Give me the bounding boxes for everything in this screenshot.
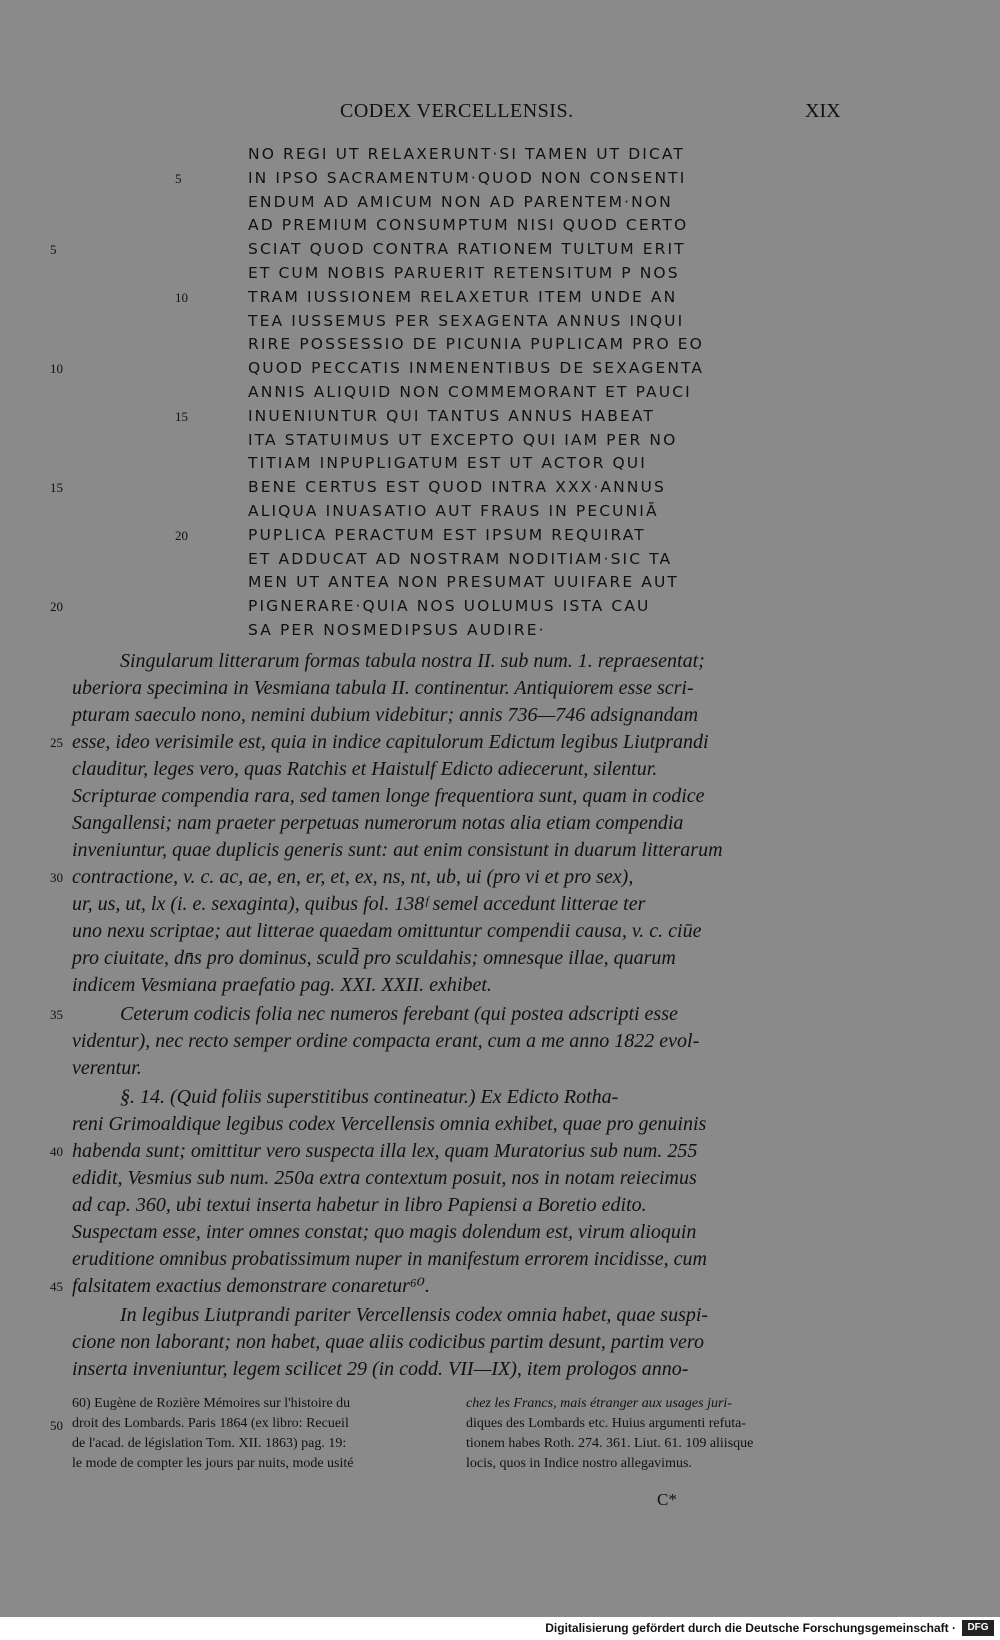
manuscript-line: BENE CERTUS EST QUOD INTRA XXX·ANNUS bbox=[248, 478, 666, 497]
manuscript-line: ALIQUA INUASATIO AUT FRAUS IN PECUNIĀ bbox=[248, 502, 659, 520]
footnote-line: droit des Lombards. Paris 1864 (ex libro: Recueil bbox=[72, 1416, 349, 1431]
line-number-inner: 20 bbox=[175, 527, 188, 543]
manuscript-line: ITA STATUIMUS UT EXCEPTO QUI IAM PER NO bbox=[248, 430, 678, 449]
footnote-line: chez les Francs, mais étranger aux usages juri- bbox=[466, 1396, 732, 1411]
text-line: clauditur, leges vero, quas Ratchis et Haistulf Edicto adiecerunt, silentur. bbox=[72, 758, 658, 780]
manuscript-line: TITIAM INPUPLIGATUM EST UT ACTOR QUI bbox=[248, 454, 647, 473]
line-number-outer: 25 bbox=[50, 735, 63, 750]
text-line: pturam saeculo nono, nemini dubium videbitur; annis 736—746 adsignandam bbox=[72, 704, 699, 726]
text-line: ur, us, ut, lx (i. e. sexaginta), quibus fol. 138ᶠ semel accedunt litterae ter bbox=[72, 893, 646, 915]
text-line: Sangallensi; nam praeter perpetuas numerorum notas alia etiam compendia bbox=[72, 812, 684, 834]
manuscript-line: ET CUM NOBIS PARUERIT RETENSITUM P NOS bbox=[248, 264, 680, 282]
manuscript-line: PIGNERARE·QUIA NOS UOLUMUS ISTA CAU bbox=[248, 597, 651, 616]
text-line: videntur), nec recto semper ordine compacta erant, cum a me anno 1822 evol- bbox=[72, 1030, 700, 1052]
manuscript-line: QUOD PECCATIS INMENENTIBUS DE SEXAGENTA bbox=[248, 359, 705, 378]
paragraph-para4 bbox=[72, 1302, 848, 1383]
manuscript-line: PUPLICA PERACTUM EST IPSUM REQUIRAT bbox=[248, 525, 646, 544]
manuscript-line: AD PREMIUM CONSUMPTUM NISI QUOD CERTO bbox=[248, 216, 689, 235]
page-header bbox=[0, 100, 1000, 130]
manuscript-line: TEA IUSSEMUS PER SEXAGENTA ANNUS INQUI bbox=[248, 311, 685, 330]
line-number-inner: 10 bbox=[175, 289, 188, 305]
page-number: XIX bbox=[805, 100, 841, 122]
line-number-outer: 30 bbox=[50, 870, 63, 885]
manuscript-line: NO REGI UT RELAXERUNT·SI TAMEN UT DICAT bbox=[248, 145, 685, 163]
text-line: Ceterum codicis folia nec numeros ferebant (qui postea adscripti esse bbox=[120, 1003, 678, 1025]
manuscript-line: SA PER NOSMEDIPSUS AUDIRE· bbox=[248, 621, 546, 639]
funding-notice: Digitalisierung gefördert durch die Deutsche Forschungsgemeinschaft · bbox=[545, 1621, 956, 1635]
line-number-outer: 20 bbox=[50, 599, 63, 615]
text-line: uno nexu scriptae; aut litterae quaedam omittuntur compendii causa, v. c. ciūe bbox=[72, 920, 702, 942]
footnote-line: locis, quos in Indice nostro allegavimus. bbox=[466, 1456, 692, 1471]
line-number-outer: 10 bbox=[50, 361, 63, 377]
running-title: CODEX VERCELLENSIS. bbox=[340, 100, 574, 122]
manuscript-line: TRAM IUSSIONEM RELAXETUR ITEM UNDE AN bbox=[248, 287, 678, 306]
manuscript-line: ANNIS ALIQUID NON COMMEMORANT ET PAUCI bbox=[248, 383, 692, 401]
line-number-outer: 50 bbox=[50, 1418, 63, 1433]
text-line: verentur. bbox=[72, 1057, 142, 1079]
footnote-line: diques des Lombards etc. Huius argumenti refuta- bbox=[466, 1416, 747, 1431]
footnote-right-column bbox=[466, 1394, 848, 1474]
text-line: pro ciuitate, dn̄s pro dominus, sculd̄ pro sculdahis; omnesque illae, quarum bbox=[72, 947, 676, 969]
paragraph-para3 bbox=[72, 1084, 848, 1300]
line-number-outer: 15 bbox=[50, 480, 63, 496]
line-number-outer: 5 bbox=[50, 242, 57, 258]
paragraph-para2 bbox=[72, 1001, 848, 1082]
text-line: Scripturae compendia rara, sed tamen longe frequentiora sunt, quam in codice bbox=[72, 785, 705, 807]
line-number-outer: 35 bbox=[50, 1007, 63, 1022]
line-number-outer: 45 bbox=[50, 1279, 63, 1294]
text-line: §. 14. (Quid foliis superstitibus contineatur.) Ex Edicto Rotha- bbox=[120, 1086, 619, 1108]
text-line: habenda sunt; omittitur vero suspecta illa lex, quam Muratorius sub num. 255 bbox=[72, 1140, 698, 1162]
manuscript-line: ET ADDUCAT AD NOSTRAM NODITIAM·SIC TA bbox=[248, 549, 673, 568]
footnote-line: tionem habes Roth. 274. 361. Liut. 61. 109 aliisque bbox=[466, 1436, 754, 1451]
signature-mark: C* bbox=[657, 1490, 677, 1509]
manuscript-line: MEN UT ANTEA NON PRESUMAT UUIFARE AUT bbox=[248, 573, 679, 592]
manuscript-line: ENDUM AD AMICUM NON AD PARENTEM·NON bbox=[248, 192, 673, 211]
footnote-line: 60) Eugène de Rozière Mémoires sur l'histoire du bbox=[72, 1396, 351, 1411]
line-number-inner: 15 bbox=[175, 408, 188, 424]
text-line: falsitatem exactius demonstrare conaretur⁶⁰. bbox=[72, 1275, 430, 1297]
manuscript-line: INUENIUNTUR QUI TANTUS ANNUS HABEAT bbox=[248, 406, 655, 425]
text-line: In legibus Liutprandi pariter Vercellensis codex omnia habet, quae suspi- bbox=[120, 1304, 709, 1326]
text-line: esse, ideo verisimile est, quia in indice capitulorum Edictum legibus Liutprandi bbox=[72, 731, 709, 753]
text-line: uberiora specimina in Vesmiana tabula II. continentur. Antiquiorem esse scri- bbox=[72, 677, 694, 699]
text-line: Suspectam esse, inter omnes constat; quo magis dolendum est, virum alioquin bbox=[72, 1221, 697, 1243]
text-line: edidit, Vesmius sub num. 250a extra contextum posuit, nos in notam reiecimus bbox=[72, 1167, 697, 1189]
text-line: inserta inveniuntur, legem scilicet 29 (in codd. VII—IX), item prologos anno- bbox=[72, 1358, 689, 1380]
manuscript-line: RIRE POSSESSIO DE PICUNIA PUPLICAM PRO EO bbox=[248, 335, 704, 354]
footnote-left-column bbox=[72, 1394, 452, 1474]
digitization-footer bbox=[0, 1617, 1000, 1640]
text-line: indicem Vesmiana praefatio pag. XXI. XXII. exhibet. bbox=[72, 974, 492, 996]
footnote-line: de l'acad. de législation Tom. XII. 1863) pag. 19: bbox=[72, 1436, 347, 1451]
paragraph-para1 bbox=[72, 648, 848, 999]
line-number-inner: 5 bbox=[175, 170, 182, 186]
dfg-logo: DFG bbox=[962, 1620, 994, 1636]
text-line: cione non laborant; non habet, quae aliis codicibus partim desunt, partim vero bbox=[72, 1331, 704, 1353]
footnote-line: le mode de compter les jours par nuits, mode usité bbox=[72, 1456, 354, 1471]
text-line: inveniuntur, quae duplicis generis sunt: aut enim consistunt in duarum litterarum bbox=[72, 839, 723, 861]
text-line: reni Grimoaldique legibus codex Vercellensis omnia exhibet, quae pro genuinis bbox=[72, 1113, 707, 1135]
text-line: ad cap. 360, ubi textui inserta habetur in libro Papiensi a Boretio edito. bbox=[72, 1194, 647, 1216]
manuscript-line: SCIAT QUOD CONTRA RATIONEM TULTUM ERIT bbox=[248, 240, 686, 259]
text-line: contractione, v. c. ac, ae, en, er, et, ex, ns, nt, ub, ui (pro vi et pro sex), bbox=[72, 866, 634, 888]
manuscript-line: IN IPSO SACRAMENTUM·QUOD NON CONSENTI bbox=[248, 168, 687, 187]
line-number-outer: 40 bbox=[50, 1144, 63, 1159]
text-line: eruditione omnibus probatissimum nuper in manifestum errorem incidisse, cum bbox=[72, 1248, 707, 1270]
text-line: Singularum litterarum formas tabula nostra II. sub num. 1. repraesentat; bbox=[120, 650, 705, 672]
